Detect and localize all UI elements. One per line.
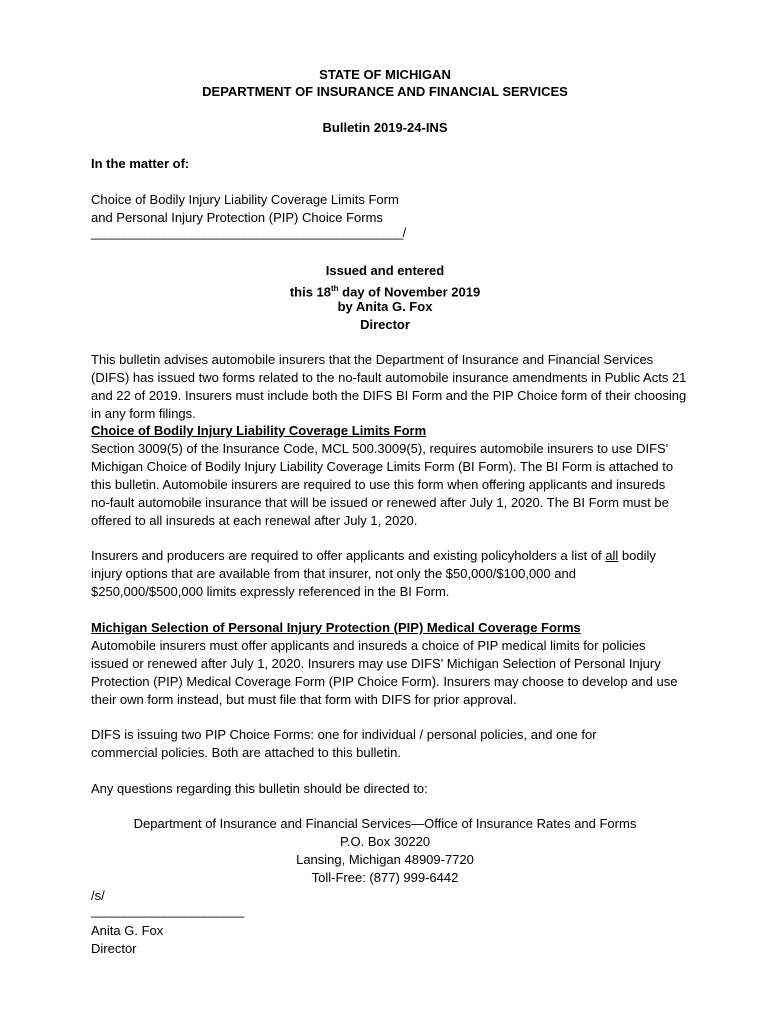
issued-line-2-sup: th [331,284,339,293]
contact-line-4: Toll-Free: (877) 999-6442 [311,870,459,885]
signature-rule: _______________________ [91,903,244,918]
signature-title: Director [91,941,137,956]
department-title: DEPARTMENT OF INSURANCE AND FINANCIAL SERVICES [202,84,568,99]
signature-s: /s/ [91,888,105,903]
state-title: STATE OF MICHIGAN [319,67,451,82]
matter-line-1: Choice of Bodily Injury Liability Coverage Limits Form [91,192,399,207]
matter-label: In the matter of: [91,156,190,171]
issued-line-3: by Anita G. Fox [337,299,433,314]
section1-paragraph-2 [91,547,671,601]
section1-p2-post: bodily injury options that are available from that insurer, not only the $50,000/$100,000 and $250,000/$500,000 limits expressly referenced in the BI Form. [91,548,656,599]
matter-rule: _______________________________________________/ [91,225,406,240]
contact-line-2: P.O. Box 30220 [339,834,431,849]
questions-line: Any questions regarding this bulletin should be directed to: [91,781,428,796]
section2-body: Automobile insurers must offer applicants and insureds a choice of PIP medical limits for policies issued or renewed after July 1, 2020. Insurers may use DIFS' Michigan Selection of Personal Injury Protection (PIP) Medical Coverage Form (PIP Choice Form). Insurers may choose to develop and use their own form instead, but must file that form with DIFS for prior approval. [91,638,678,707]
section2-heading: Michigan Selection of Personal Injury Protection (PIP) Medical Coverage Forms [91,620,581,635]
section1-p2-emphasis: all [605,548,619,563]
section1-heading: Choice of Bodily Injury Liability Coverage Limits Form [91,423,427,438]
matter-line-2: and Personal Injury Protection (PIP) Choice Forms [91,210,383,225]
contact-line-1: Department of Insurance and Financial Services—Office of Insurance Rates and Forms [133,816,637,831]
signature-name: Anita G. Fox [91,923,164,938]
intro-paragraph: This bulletin advises automobile insurers that the Department of Insurance and Financial Services (DIFS) has issued two forms related to the no-fault automobile insurance amendments in Public Acts 21 and 22 of 2019. Insurers must include both the DIFS BI Form and the PIP Choice form of their choosing in any form filings. [91,352,687,421]
issued-line-2-post: day of November 2019 [338,284,481,300]
section2-paragraph-2: DIFS is issuing two PIP Choice Forms: one for individual / personal policies, and one for commercial policies. Both are attached to this bulletin. [91,727,597,760]
bulletin-number: Bulletin 2019-24-INS [322,120,448,135]
issued-line-2-pre: this 18 [289,284,331,300]
section1-p2-pre: Insurers and producers are required to offer applicants and existing policyholders a list of [91,548,606,563]
issued-line-1: Issued and entered [325,263,445,278]
section1-body: Section 3009(5) of the Insurance Code, MCL 500.3009(5), requires automobile insurers to use DIFS' Michigan Choice of Bodily Injury Liability Coverage Limits Form (BI Form). The BI Form is attached to this bulletin. Automobile insurers are required to use this form when offering applicants and insureds no-fault automobile insurance that will be issued or renewed after July 1, 2020. The BI Form must be offered to all insureds at each renewal after July 1, 2020. [91,441,674,528]
issued-line-4: Director [360,317,410,332]
contact-line-3: Lansing, Michigan 48909-7720 [296,852,474,867]
